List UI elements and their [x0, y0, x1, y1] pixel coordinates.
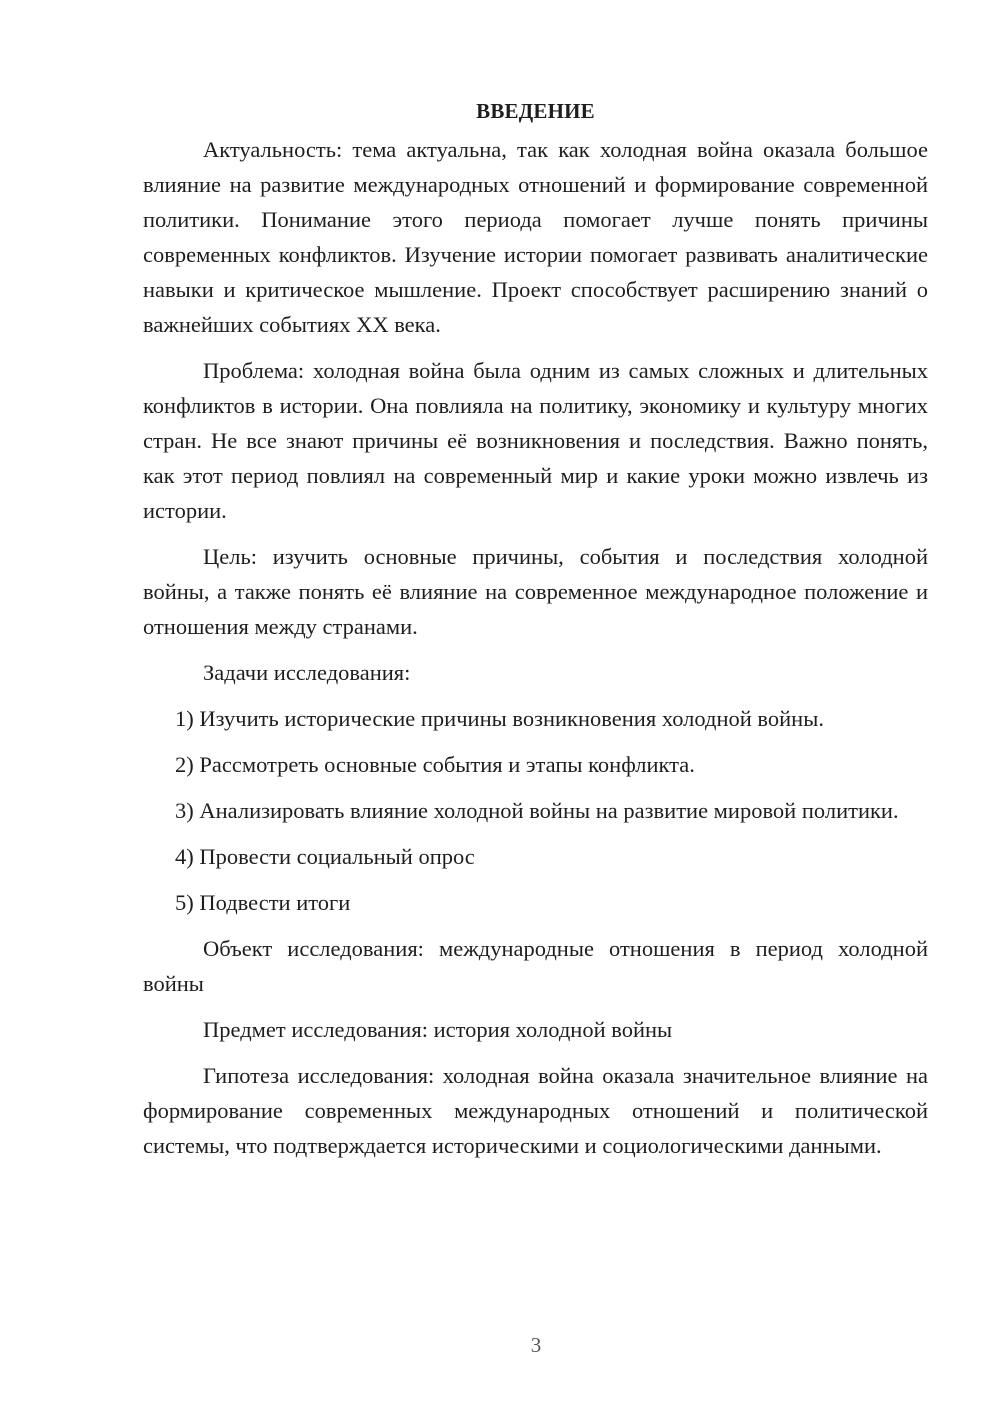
- page-title: ВВЕДЕНИЕ: [476, 99, 595, 123]
- paragraph-object: Объект исследования: международные отношения в период холодной войны: [143, 936, 928, 996]
- page-number: 3: [530, 1333, 542, 1357]
- task-item-4: 4) Провести социальный опрос: [175, 844, 475, 869]
- paragraph-subject: Предмет исследования: история холодной войны: [203, 1017, 673, 1042]
- paragraph-relevance: Актуальность: тема актуальна, так как холодная война оказала большое влияние на развитие международных отношений и формирование современной политики. Понимание этого периода помогает лучше понять причины современных конфликтов. Изучение истории помогает развивать аналитические навыки и критическое мышление. Проект способствует расширению знаний о важнейших событиях XX века.: [143, 137, 928, 337]
- page-content: [143, 96, 928, 1163]
- paragraph-goal: Цель: изучить основные причины, события и последствия холодной войны, а также понять её влияние на современное международное положение и отношения между странами.: [143, 544, 928, 639]
- paragraph-hypothesis: Гипотеза исследования: холодная война оказала значительное влияние на формирование современных международных отношений и политической системы, что подтверждается историческими и социологическими данными.: [143, 1063, 928, 1158]
- task-item-3: 3) Анализировать влияние холодной войны на развитие мировой политики.: [175, 798, 899, 823]
- paragraph-problem: Проблема: холодная война была одним из самых сложных и длительных конфликтов в истории. Она повлияла на политику, экономику и культуру многих стран. Не все знают причины её возникновения и последствия. Важно понять, как этот период повлиял на современный мир и какие уроки можно извлечь из истории.: [143, 358, 928, 523]
- task-item-5: 5) Подвести итоги: [175, 890, 351, 915]
- task-item-2: 2) Рассмотреть основные события и этапы конфликта.: [175, 752, 695, 777]
- paragraph-tasks-heading: Задачи исследования:: [203, 660, 411, 685]
- task-item-1: 1) Изучить исторические причины возникновения холодной войны.: [175, 706, 824, 731]
